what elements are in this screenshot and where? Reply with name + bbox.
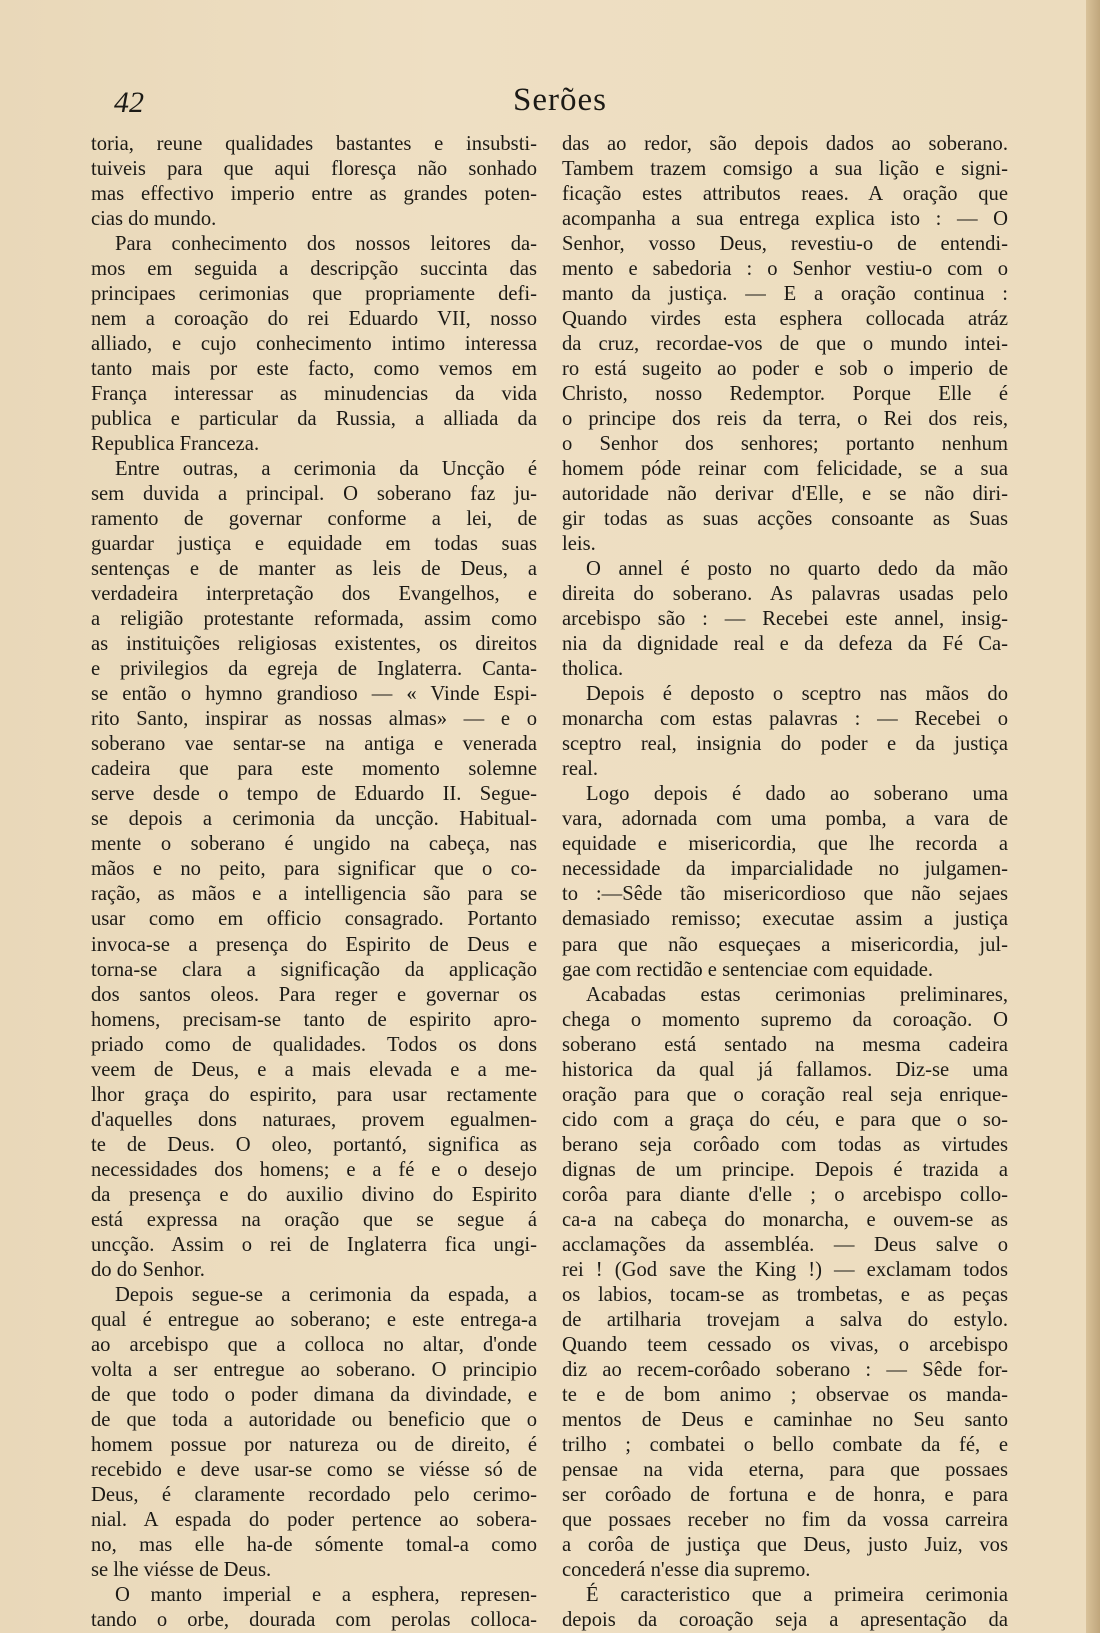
text-line: Republica Franceza. — [91, 433, 260, 456]
text-line: to :—Sêde tão misericordioso que não sejaes — [562, 883, 1008, 906]
text-line: da presença e do auxilio divino do Espirito — [91, 1183, 537, 1206]
text-line: lhor graça do espirito, para usar rectamente — [91, 1083, 537, 1106]
text-line: Entre outras, a cerimonia da Uncção é — [115, 458, 537, 481]
text-line: gae com rectidão e sentenciae com equidade. — [562, 958, 934, 981]
text-line: da cruz, recordae-vos de que o mundo intei- — [562, 333, 1008, 356]
text-line: monarcha com estas palavras : — Recebei o — [562, 708, 1008, 731]
text-line: O manto imperial e a esphera, represen- — [115, 1583, 537, 1606]
text-line: Logo depois é dado ao soberano uma — [586, 783, 1008, 806]
text-line: os labios, tocam-se as trombetas, e as peças — [562, 1283, 1008, 1306]
text-line: homem possue por natureza ou de direito, é — [91, 1433, 537, 1456]
text-line: recebido e deve usar-se como se viésse só de — [91, 1458, 537, 1481]
text-line: sem duvida a principal. O soberano faz ju- — [91, 483, 537, 506]
text-line: a religião protestante reformada, assim como — [91, 608, 537, 631]
text-line: ao arcebispo que a colloca no altar, d'onde — [91, 1333, 537, 1356]
text-line: acclamações da assembléa. — Deus salve o — [562, 1233, 1008, 1256]
text-line: o Senhor dos senhores; portanto nenhum — [562, 433, 1008, 456]
text-line: uncção. Assim o rei de Inglaterra fica ungi- — [91, 1233, 537, 1256]
text-line: Christo, nosso Redemptor. Porque Elle é — [562, 383, 1008, 406]
text-line: arcebispo são : — Recebei este annel, insig- — [562, 608, 1008, 631]
text-line: concederá n'esse dia supremo. — [562, 1558, 811, 1581]
page-number: 42 — [114, 86, 144, 119]
text-line: necessidade da imparcialidade no julgamen- — [562, 858, 1008, 881]
text-line: ca-a na cabeça do monarcha, e ouvem-se as — [562, 1208, 1008, 1231]
text-line: cadeira que para este momento solemne — [91, 758, 537, 781]
right-text-column — [562, 132, 1008, 1633]
text-line: nial. A espada do poder pertence ao sobera- — [91, 1508, 537, 1531]
left-text-column — [91, 132, 537, 1633]
text-line: sceptro real, insignia do poder e da justiça — [562, 733, 1008, 756]
text-line: trilho ; combatei o bello combate da fé, e — [562, 1433, 1008, 1456]
text-line: real. — [562, 758, 599, 781]
text-line: oração para que o coração real seja enrique- — [562, 1083, 1008, 1106]
text-line: França interessar as minudencias da vida — [91, 383, 537, 406]
text-line: torna-se clara a significação da applicação — [91, 958, 537, 981]
text-line: É caracteristico que a primeira cerimonia — [586, 1583, 1008, 1606]
text-line: te de Deus. O oleo, portantó, significa as — [91, 1133, 537, 1156]
text-line: usar como em officio consagrado. Portanto — [91, 908, 537, 931]
text-line: tanto mais por este facto, como vemos em — [91, 358, 537, 381]
text-line: cido com a graça do céu, e para que o so- — [562, 1108, 1008, 1131]
text-line: volta a ser entregue ao soberano. O principio — [91, 1358, 537, 1381]
text-line: invoca-se a presença do Espirito de Deus e — [91, 933, 537, 956]
text-line: d'aquelles dons naturaes, provem egualmen- — [91, 1108, 537, 1131]
page-edge-shadow — [1086, 0, 1100, 1633]
text-line: Senhor, vosso Deus, revestiu-o de entendi- — [562, 233, 1008, 256]
text-line: de artilharia trovejam a salva do estylo. — [562, 1308, 1008, 1331]
text-line: Quando virdes esta esphera collocada atráz — [562, 308, 1008, 331]
text-line: sentenças e de manter as leis de Deus, a — [91, 558, 537, 581]
text-line: de que todo o poder dimana da divindade, e — [91, 1383, 537, 1406]
text-line: ro está sugeito ao poder e sob o imperio de — [562, 358, 1008, 381]
text-line: mas effectivo imperio entre as grandes poten- — [91, 183, 537, 206]
text-line: equidade e misericordia, que lhe recorda a — [562, 833, 1008, 856]
text-line: demasiado remisso; executae assim a justiça — [562, 908, 1008, 931]
text-line: direita do soberano. As palavras usadas pelo — [562, 583, 1008, 606]
text-line: nia da dignidade real e da defeza da Fé Ca- — [562, 633, 1008, 656]
text-line: O annel é posto no quarto dedo da mão — [586, 558, 1008, 581]
text-line: Acabadas estas cerimonias preliminares, — [586, 983, 1008, 1006]
text-line: Depois é deposto o sceptro nas mãos do — [586, 683, 1008, 706]
text-line: tando o orbe, dourada com perolas colloca- — [91, 1608, 537, 1631]
text-line: mentos de Deus e caminhae no Seu santo — [562, 1408, 1008, 1431]
text-line: soberano está sentado na mesma cadeira — [562, 1033, 1008, 1056]
text-line: o principe dos reis da terra, o Rei dos reis, — [562, 408, 1008, 431]
text-line: priado como de qualidades. Todos os dons — [91, 1033, 537, 1056]
text-line: leis. — [562, 533, 596, 556]
text-line: pensae na vida eterna, para que possaes — [562, 1458, 1008, 1481]
text-line: rito Santo, inspirar as nossas almas» — e o — [91, 708, 537, 731]
text-line: te e de bom animo ; observae os manda- — [562, 1383, 1008, 1406]
text-line: mente o soberano é ungido na cabeça, nas — [91, 833, 537, 856]
text-line: ficação estes attributos reaes. A oração que — [562, 183, 1008, 206]
text-line: corôa para diante d'elle ; o arcebispo collo- — [562, 1183, 1008, 1206]
text-line: soberano vae sentar-se na antiga e venerada — [91, 733, 537, 756]
text-line: está expressa na oração que se segue á — [91, 1208, 537, 1231]
text-line: dignas de um principe. Depois é trazida a — [562, 1158, 1008, 1181]
text-line: diz ao recem-corôado soberano : — Sêde for- — [562, 1358, 1008, 1381]
text-line: as instituições religiosas existentes, os direitos — [91, 633, 537, 656]
text-line: do do Senhor. — [91, 1258, 205, 1281]
text-line: para que não esqueçaes a misericordia, jul- — [562, 933, 1008, 956]
text-line: gir todas as suas acções consoante as Suas — [562, 508, 1008, 531]
text-line: manto da justiça. — E a oração continua : — [562, 283, 1008, 306]
text-line: Depois segue-se a cerimonia da espada, a — [115, 1283, 537, 1306]
text-line: Deus, é claramente recordado pelo cerimo- — [91, 1483, 537, 1506]
text-line: vara, adornada com uma pomba, a vara de — [562, 808, 1008, 831]
text-line: Quando teem cessado os vivas, o arcebispo — [562, 1333, 1008, 1356]
text-line: toria, reune qualidades bastantes e insubsti- — [91, 133, 537, 155]
text-line: ração, as mãos e a intelligencia são para se — [91, 883, 537, 906]
text-line: guardar justiça e equidade em todas suas — [91, 533, 537, 556]
text-line: se lhe viésse de Deus. — [91, 1558, 272, 1581]
text-line: cias do mundo. — [91, 208, 217, 231]
text-line: mãos e no peito, para significar que o co- — [91, 858, 537, 881]
text-line: das ao redor, são depois dados ao soberano. — [562, 133, 1008, 155]
text-line: dos santos oleos. Para reger e governar os — [91, 983, 537, 1006]
text-line: depois da coroação seja a apresentação da — [562, 1608, 1008, 1631]
text-line: publica e particular da Russia, a alliada da — [91, 408, 537, 431]
text-line: principaes cerimonias que propriamente defi- — [91, 283, 537, 306]
page-header — [0, 84, 1100, 128]
text-line: alliado, e cujo conhecimento intimo interessa — [91, 333, 537, 356]
running-title: Serões — [513, 82, 607, 118]
text-line: serve desde o tempo de Eduardo II. Segue- — [91, 783, 537, 806]
text-line: tuiveis para que aqui floresça não sonhado — [91, 158, 537, 181]
text-line: no, mas elle ha-de sómente tomal-a como — [91, 1533, 537, 1556]
text-line: Para conhecimento dos nossos leitores da- — [115, 233, 537, 256]
text-line: mento e sabedoria : o Senhor vestiu-o com o — [562, 258, 1008, 281]
text-line: necessidades dos homens; e a fé e o desejo — [91, 1158, 537, 1181]
text-line: qual é entregue ao soberano; e este entrega-a — [91, 1308, 537, 1331]
text-line: que possaes receber no fim da vossa carreira — [562, 1508, 1008, 1531]
text-line: homem póde reinar com felicidade, se a sua — [562, 458, 1008, 481]
text-line: rei ! (God save the King !) — exclamam todos — [562, 1258, 1008, 1281]
text-line: chega o momento supremo da coroação. O — [562, 1008, 1008, 1031]
text-line: a corôa de justiça que Deus, justo Juiz, vos — [562, 1533, 1008, 1556]
text-line: ser corôado de fortuna e de honra, e para — [562, 1483, 1008, 1506]
text-line: autoridade não derivar d'Elle, e se não diri- — [562, 483, 1008, 506]
text-line: berano seja corôado com todas as virtudes — [562, 1133, 1008, 1156]
text-line: e privilegios da egreja de Inglaterra. Canta- — [91, 658, 537, 681]
text-line: homens, precisam-se tanto de espirito apro- — [91, 1008, 537, 1031]
text-line: veem de Deus, e a mais elevada e a me- — [91, 1058, 537, 1081]
text-line: verdadeira interpretação dos Evangelhos, e — [91, 583, 537, 606]
text-line: ramento de governar conforme a lei, de — [91, 508, 537, 531]
text-line: mos em seguida a descripção succinta das — [91, 258, 537, 281]
text-line: acompanha a sua entrega explica isto : — O — [562, 208, 1008, 231]
text-line: de que toda a autoridade ou beneficio que o — [91, 1408, 537, 1431]
text-line: nem a coroação do rei Eduardo VII, nosso — [91, 308, 537, 331]
text-line: Tambem trazem comsigo a sua lição e signi- — [562, 158, 1008, 181]
text-line: tholica. — [562, 658, 624, 681]
text-line: se depois a cerimonia da uncção. Habitual- — [91, 808, 537, 831]
text-line: historica da qual já fallamos. Diz-se uma — [562, 1058, 1008, 1081]
text-line: se então o hymno grandioso — « Vinde Espi- — [91, 683, 537, 706]
